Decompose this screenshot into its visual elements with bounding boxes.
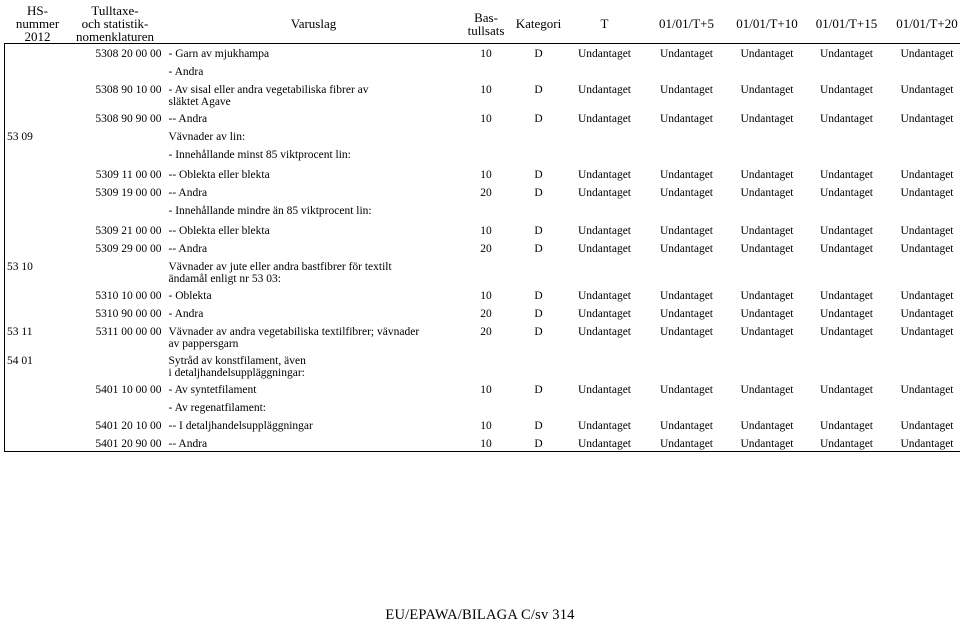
description-cell xyxy=(166,127,459,145)
nomenclature-code-cell: 5401 20 90 00 xyxy=(69,434,166,452)
category-cell: D xyxy=(514,109,564,127)
header-row xyxy=(5,4,960,44)
category-cell: D xyxy=(514,286,564,304)
category-cell xyxy=(514,145,564,165)
hs-number-cell xyxy=(5,221,69,239)
rate-t-cell: Undantaget xyxy=(564,286,646,304)
rate-t5-cell: Undantaget xyxy=(646,286,728,304)
table-header xyxy=(5,4,960,44)
description-line: - Av sisal eller andra vegetabiliska fibrer av xyxy=(169,84,459,96)
description-cell xyxy=(166,398,459,416)
hs-number-cell xyxy=(5,109,69,127)
rate-t10-cell: Undantaget xyxy=(728,434,807,452)
category-cell: D xyxy=(514,239,564,257)
base-rate-cell: 10 xyxy=(459,416,514,434)
rate-t20-cell: Undantaget xyxy=(887,44,960,62)
category-cell: D xyxy=(514,434,564,452)
description-cell xyxy=(166,221,459,239)
base-rate-cell: 20 xyxy=(459,322,514,351)
description-cell xyxy=(166,183,459,201)
rate-t-cell: Undantaget xyxy=(564,109,646,127)
header-category: Kategori xyxy=(514,4,564,44)
rate-t5-cell: Undantaget xyxy=(646,109,728,127)
rate-t-cell: Undantaget xyxy=(564,80,646,109)
rate-t5-cell: Undantaget xyxy=(646,416,728,434)
rate-t20-cell: Undantaget xyxy=(887,434,960,452)
description-line: - Garn av mjukhampa xyxy=(169,48,459,60)
table-row xyxy=(5,416,960,434)
rate-t20-cell xyxy=(887,398,960,416)
description-cell xyxy=(166,80,459,109)
table-row xyxy=(5,80,960,109)
rate-t10-cell: Undantaget xyxy=(728,239,807,257)
description-line: Vävnader av jute eller andra bastfibrer för textilt xyxy=(169,261,459,273)
description-cell xyxy=(166,434,459,452)
base-rate-cell: 10 xyxy=(459,380,514,398)
rate-t10-cell: Undantaget xyxy=(728,221,807,239)
header-nomenclature: Tulltaxe- och statistik- nomenklaturen xyxy=(69,4,166,44)
rate-t20-cell: Undantaget xyxy=(887,80,960,109)
rate-t-cell: Undantaget xyxy=(564,380,646,398)
nomenclature-code-cell xyxy=(69,127,166,145)
rate-t5-cell: Undantaget xyxy=(646,380,728,398)
header-t10: 01/01/T+10 xyxy=(728,4,807,44)
category-cell xyxy=(514,257,564,286)
rate-t15-cell: Undantaget xyxy=(807,80,887,109)
base-rate-cell: 10 xyxy=(459,109,514,127)
nomenclature-code-cell: 5309 11 00 00 xyxy=(69,165,166,183)
rate-t5-cell xyxy=(646,398,728,416)
hs-number-cell: 53 11 xyxy=(5,322,69,351)
header-base-rate: Bas- tullsats xyxy=(459,4,514,44)
nomenclature-code-cell xyxy=(69,62,166,80)
rate-t-cell xyxy=(564,257,646,286)
rate-t15-cell xyxy=(807,351,887,380)
description-line: - Oblekta xyxy=(169,290,459,302)
description-line: Vävnader av andra vegetabiliska textilfibrer; vävnader xyxy=(169,326,459,338)
rate-t-cell: Undantaget xyxy=(564,322,646,351)
hs-number-cell xyxy=(5,380,69,398)
rate-t20-cell xyxy=(887,127,960,145)
rate-t10-cell xyxy=(728,145,807,165)
rate-t5-cell xyxy=(646,257,728,286)
rate-t15-cell: Undantaget xyxy=(807,380,887,398)
nomenclature-code-cell xyxy=(69,201,166,221)
rate-t5-cell: Undantaget xyxy=(646,44,728,62)
rate-t10-cell: Undantaget xyxy=(728,165,807,183)
description-cell xyxy=(166,165,459,183)
nomenclature-code-cell: 5401 10 00 00 xyxy=(69,380,166,398)
rate-t5-cell: Undantaget xyxy=(646,322,728,351)
description-line: ändamål enligt nr 53 03: xyxy=(169,273,459,285)
rate-t5-cell xyxy=(646,62,728,80)
rate-t10-cell: Undantaget xyxy=(728,322,807,351)
description-line: - Andra xyxy=(169,308,459,320)
rate-t5-cell xyxy=(646,145,728,165)
hs-number-cell xyxy=(5,398,69,416)
rate-t10-cell: Undantaget xyxy=(728,304,807,322)
rate-t20-cell: Undantaget xyxy=(887,380,960,398)
rate-t-cell: Undantaget xyxy=(564,434,646,452)
rate-t20-cell: Undantaget xyxy=(887,221,960,239)
category-cell: D xyxy=(514,183,564,201)
hs-number-cell xyxy=(5,145,69,165)
rate-t-cell: Undantaget xyxy=(564,44,646,62)
hs-number-cell xyxy=(5,286,69,304)
rate-t10-cell: Undantaget xyxy=(728,109,807,127)
rate-t15-cell xyxy=(807,127,887,145)
base-rate-cell: 10 xyxy=(459,221,514,239)
base-rate-cell: 20 xyxy=(459,304,514,322)
table-row xyxy=(5,286,960,304)
nomenclature-code-cell: 5308 20 00 00 xyxy=(69,44,166,62)
rate-t-cell: Undantaget xyxy=(564,416,646,434)
rate-t5-cell: Undantaget xyxy=(646,221,728,239)
category-cell: D xyxy=(514,380,564,398)
table-row xyxy=(5,183,960,201)
hs-number-cell: 53 09 xyxy=(5,127,69,145)
base-rate-cell: 20 xyxy=(459,183,514,201)
category-cell xyxy=(514,127,564,145)
rate-t15-cell xyxy=(807,398,887,416)
description-cell xyxy=(166,201,459,221)
nomenclature-code-cell: 5308 90 90 00 xyxy=(69,109,166,127)
table-row xyxy=(5,351,960,380)
nomenclature-code-cell: 5310 10 00 00 xyxy=(69,286,166,304)
nomenclature-code-cell: 5311 00 00 00 xyxy=(69,322,166,351)
rate-t-cell: Undantaget xyxy=(564,221,646,239)
table-row xyxy=(5,62,960,80)
description-line: av pappersgarn xyxy=(169,338,459,350)
rate-t15-cell: Undantaget xyxy=(807,44,887,62)
description-line: - Av regenatfilament: xyxy=(169,402,459,414)
rate-t15-cell: Undantaget xyxy=(807,304,887,322)
rate-t20-cell: Undantaget xyxy=(887,416,960,434)
category-cell: D xyxy=(514,322,564,351)
description-cell xyxy=(166,145,459,165)
rate-t20-cell: Undantaget xyxy=(887,165,960,183)
description-line: -- Andra xyxy=(169,113,459,125)
category-cell: D xyxy=(514,416,564,434)
base-rate-cell xyxy=(459,398,514,416)
base-rate-cell: 10 xyxy=(459,165,514,183)
description-cell xyxy=(166,257,459,286)
hs-number-cell xyxy=(5,201,69,221)
rate-t5-cell: Undantaget xyxy=(646,434,728,452)
base-rate-cell: 10 xyxy=(459,286,514,304)
rate-t5-cell: Undantaget xyxy=(646,80,728,109)
rate-t-cell xyxy=(564,201,646,221)
table-body xyxy=(5,44,960,452)
rate-t10-cell xyxy=(728,201,807,221)
description-line: - Andra xyxy=(169,66,459,78)
table-row xyxy=(5,165,960,183)
base-rate-cell: 10 xyxy=(459,44,514,62)
base-rate-cell: 10 xyxy=(459,434,514,452)
description-line: i detaljhandelsuppläggningar: xyxy=(169,367,459,379)
rate-t5-cell xyxy=(646,201,728,221)
table-row xyxy=(5,257,960,286)
nomenclature-code-cell: 5308 90 10 00 xyxy=(69,80,166,109)
description-cell xyxy=(166,286,459,304)
description-cell xyxy=(166,304,459,322)
rate-t-cell xyxy=(564,145,646,165)
rate-t20-cell xyxy=(887,62,960,80)
hs-number-cell xyxy=(5,165,69,183)
description-line: - Innehållande minst 85 viktprocent lin: xyxy=(169,149,459,161)
rate-t-cell xyxy=(564,62,646,80)
rate-t-cell: Undantaget xyxy=(564,183,646,201)
rate-t15-cell: Undantaget xyxy=(807,322,887,351)
description-line: släktet Agave xyxy=(169,96,459,108)
rate-t20-cell: Undantaget xyxy=(887,109,960,127)
rate-t15-cell: Undantaget xyxy=(807,416,887,434)
header-t5: 01/01/T+5 xyxy=(646,4,728,44)
nomenclature-code-cell xyxy=(69,398,166,416)
category-cell: D xyxy=(514,221,564,239)
description-line: -- Oblekta eller blekta xyxy=(169,225,459,237)
hs-number-cell xyxy=(5,44,69,62)
table-row xyxy=(5,304,960,322)
description-line: -- Oblekta eller blekta xyxy=(169,169,459,181)
description-line: -- I detaljhandelsuppläggningar xyxy=(169,420,459,432)
rate-t5-cell: Undantaget xyxy=(646,304,728,322)
nomenclature-code-cell: 5309 21 00 00 xyxy=(69,221,166,239)
category-cell: D xyxy=(514,304,564,322)
rate-t15-cell: Undantaget xyxy=(807,286,887,304)
hs-number-cell: 53 10 xyxy=(5,257,69,286)
rate-t5-cell xyxy=(646,127,728,145)
rate-t15-cell: Undantaget xyxy=(807,239,887,257)
header-description: Varuslag xyxy=(166,4,459,44)
table-row xyxy=(5,127,960,145)
rate-t5-cell: Undantaget xyxy=(646,165,728,183)
rate-t-cell xyxy=(564,351,646,380)
description-line: -- Andra xyxy=(169,438,459,450)
rate-t20-cell: Undantaget xyxy=(887,239,960,257)
rate-t5-cell xyxy=(646,351,728,380)
rate-t10-cell xyxy=(728,257,807,286)
rate-t-cell: Undantaget xyxy=(564,239,646,257)
table-row xyxy=(5,221,960,239)
category-cell xyxy=(514,62,564,80)
header-t20: 01/01/T+20 xyxy=(887,4,960,44)
hs-number-cell xyxy=(5,62,69,80)
category-cell: D xyxy=(514,165,564,183)
base-rate-cell: 20 xyxy=(459,239,514,257)
rate-t10-cell: Undantaget xyxy=(728,183,807,201)
header-t15: 01/01/T+15 xyxy=(807,4,887,44)
description-cell xyxy=(166,380,459,398)
nomenclature-code-cell xyxy=(69,257,166,286)
category-cell xyxy=(514,201,564,221)
hs-number-cell xyxy=(5,416,69,434)
nomenclature-code-cell: 5309 19 00 00 xyxy=(69,183,166,201)
base-rate-cell xyxy=(459,257,514,286)
base-rate-cell xyxy=(459,351,514,380)
base-rate-cell xyxy=(459,145,514,165)
hs-number-cell xyxy=(5,434,69,452)
base-rate-cell xyxy=(459,127,514,145)
description-line: Vävnader av lin: xyxy=(169,131,459,143)
rate-t10-cell xyxy=(728,127,807,145)
rate-t15-cell: Undantaget xyxy=(807,109,887,127)
table-row xyxy=(5,201,960,221)
rate-t15-cell xyxy=(807,257,887,286)
description-cell xyxy=(166,322,459,351)
nomenclature-code-cell xyxy=(69,351,166,380)
nomenclature-code-cell: 5310 90 00 00 xyxy=(69,304,166,322)
rate-t10-cell: Undantaget xyxy=(728,416,807,434)
description-cell xyxy=(166,239,459,257)
category-cell xyxy=(514,351,564,380)
description-line: - Av syntetfilament xyxy=(169,384,459,396)
table-row xyxy=(5,434,960,452)
description-cell xyxy=(166,44,459,62)
hs-number-cell: 54 01 xyxy=(5,351,69,380)
tariff-table xyxy=(4,4,960,452)
rate-t10-cell: Undantaget xyxy=(728,80,807,109)
rate-t5-cell: Undantaget xyxy=(646,183,728,201)
base-rate-cell xyxy=(459,201,514,221)
rate-t10-cell xyxy=(728,398,807,416)
nomenclature-code-cell: 5309 29 00 00 xyxy=(69,239,166,257)
base-rate-cell xyxy=(459,62,514,80)
rate-t15-cell: Undantaget xyxy=(807,434,887,452)
table-row xyxy=(5,322,960,351)
rate-t10-cell: Undantaget xyxy=(728,44,807,62)
rate-t20-cell xyxy=(887,257,960,286)
rate-t15-cell xyxy=(807,62,887,80)
rate-t15-cell: Undantaget xyxy=(807,183,887,201)
rate-t20-cell: Undantaget xyxy=(887,304,960,322)
base-rate-cell: 10 xyxy=(459,80,514,109)
header-hs-number: HS- nummer 2012 xyxy=(5,4,69,44)
rate-t20-cell: Undantaget xyxy=(887,322,960,351)
hs-number-cell xyxy=(5,183,69,201)
table-row xyxy=(5,398,960,416)
category-cell xyxy=(514,398,564,416)
rate-t10-cell xyxy=(728,62,807,80)
header-t: T xyxy=(564,4,646,44)
table-row xyxy=(5,145,960,165)
rate-t20-cell: Undantaget xyxy=(887,286,960,304)
page-footer: EU/EPAWA/BILAGA C/sv 314 xyxy=(0,607,960,624)
rate-t20-cell xyxy=(887,145,960,165)
nomenclature-code-cell xyxy=(69,145,166,165)
category-cell: D xyxy=(514,80,564,109)
rate-t-cell: Undantaget xyxy=(564,165,646,183)
rate-t10-cell: Undantaget xyxy=(728,286,807,304)
rate-t-cell xyxy=(564,398,646,416)
hs-number-cell xyxy=(5,304,69,322)
rate-t10-cell xyxy=(728,351,807,380)
rate-t20-cell xyxy=(887,201,960,221)
hs-number-cell xyxy=(5,239,69,257)
rate-t15-cell: Undantaget xyxy=(807,221,887,239)
description-cell xyxy=(166,109,459,127)
category-cell: D xyxy=(514,44,564,62)
rate-t15-cell xyxy=(807,145,887,165)
description-line: - Innehållande mindre än 85 viktprocent lin: xyxy=(169,205,459,217)
rate-t20-cell: Undantaget xyxy=(887,183,960,201)
rate-t15-cell xyxy=(807,201,887,221)
table-row xyxy=(5,109,960,127)
description-cell xyxy=(166,351,459,380)
rate-t5-cell: Undantaget xyxy=(646,239,728,257)
table-row xyxy=(5,44,960,62)
rate-t-cell: Undantaget xyxy=(564,304,646,322)
description-cell xyxy=(166,62,459,80)
rate-t10-cell: Undantaget xyxy=(728,380,807,398)
table-row xyxy=(5,380,960,398)
rate-t20-cell xyxy=(887,351,960,380)
description-line: Sytråd av konstfilament, även xyxy=(169,355,459,367)
rate-t15-cell: Undantaget xyxy=(807,165,887,183)
table-row xyxy=(5,239,960,257)
description-line: -- Andra xyxy=(169,187,459,199)
hs-number-cell xyxy=(5,80,69,109)
description-cell xyxy=(166,416,459,434)
nomenclature-code-cell: 5401 20 10 00 xyxy=(69,416,166,434)
rate-t-cell xyxy=(564,127,646,145)
description-line: -- Andra xyxy=(169,243,459,255)
